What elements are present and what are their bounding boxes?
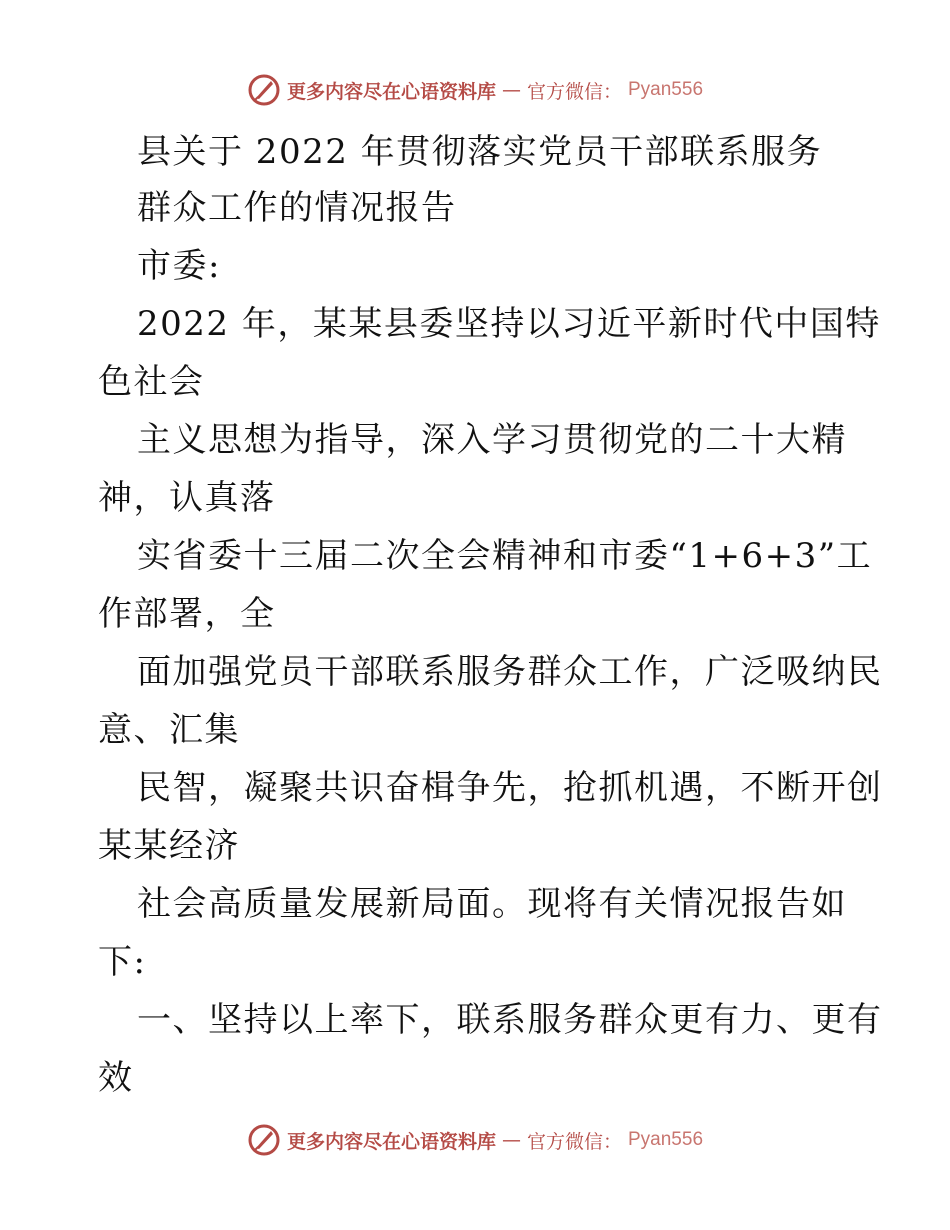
watermark-footer [0, 1120, 950, 1160]
doc-salutation: 市委: [137, 246, 221, 286]
watermark-official-text: 官方微信： [526, 1130, 622, 1153]
doc-line: 作部署，全 [98, 594, 276, 634]
doc-line: 主义思想为指导，深入学习贯彻党的二十大精 [137, 420, 847, 460]
doc-title-line-1: 县关于 2022 年贯彻落实党员干部联系服务 [137, 132, 823, 172]
watermark-header [0, 70, 950, 110]
doc-line: 意、汇集 [98, 710, 240, 750]
doc-line: 神，认真落 [98, 478, 276, 518]
watermark-id: Pyan556 [628, 1129, 704, 1150]
doc-line: 下: [98, 942, 147, 982]
watermark-id: Pyan556 [628, 79, 704, 100]
watermark-main-text: 更多内容尽在心语资料库 [286, 1130, 496, 1153]
doc-line: 2022 年，某某县委坚持以习近平新时代中国特 [137, 304, 881, 344]
doc-line: 色社会 [98, 362, 205, 402]
quill-logo-icon [247, 73, 281, 107]
doc-line: 面加强党员干部联系服务群众工作，广泛吸纳民 [137, 652, 883, 692]
doc-line: 实省委十三届二次全会精神和市委“1+6+3”工 [137, 536, 873, 576]
doc-line: 社会高质量发展新局面。现将有关情况报告如 [137, 884, 847, 924]
doc-line: 民智，凝聚共识奋楫争先，抢抓机遇，不断开创 [137, 768, 883, 808]
quill-logo-icon [247, 1123, 281, 1157]
watermark-main-text: 更多内容尽在心语资料库 [286, 80, 496, 103]
watermark-official-text: 官方微信： [526, 80, 622, 103]
doc-line: 效 [98, 1058, 134, 1098]
doc-section-heading: 一、坚持以上率下，联系服务群众更有力、更有 [137, 1000, 883, 1040]
watermark-dash: — [501, 1129, 521, 1151]
watermark-dash: — [501, 79, 521, 101]
doc-title-line-2: 群众工作的情况报告 [137, 188, 457, 228]
doc-line: 某某经济 [98, 826, 240, 866]
